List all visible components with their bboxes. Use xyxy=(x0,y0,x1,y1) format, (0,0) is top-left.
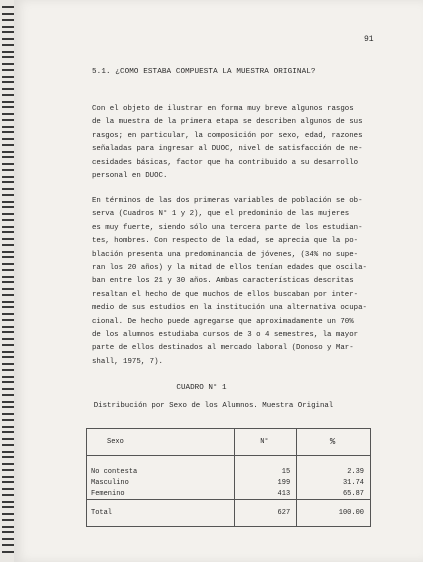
paragraph-1 xyxy=(92,103,384,183)
paragraph-line: ran los 20 años) y la mitad de ellos tenían edades que oscila- xyxy=(92,264,367,273)
row-percent: 65.87 xyxy=(297,488,371,500)
row-count: 199 xyxy=(234,477,296,488)
paragraph-line: de la muestra de la primera etapa se describen algunos de sus xyxy=(92,118,363,127)
paragraph-2 xyxy=(92,195,384,369)
row-percent: 2.39 xyxy=(297,466,371,477)
table-row xyxy=(87,477,371,488)
paragraph-line: medio de sus estudios en la institución una alternativa ocupa- xyxy=(92,304,367,313)
paragraph-line: shall, 1975, 7). xyxy=(92,357,163,366)
row-label: No contesta xyxy=(87,466,235,477)
total-count: 627 xyxy=(234,500,296,527)
page-number: 91 xyxy=(364,35,374,44)
table-spacer xyxy=(87,456,371,467)
paragraph-line: personal en DUOC. xyxy=(92,172,168,181)
row-label: Femenino xyxy=(87,488,235,500)
paragraph-line: tes, hombres. Con respecto de la edad, se aprecia que la po- xyxy=(92,237,359,246)
paragraph-line: Con el objeto de ilustrar en forma muy breve algunos rasgos xyxy=(92,105,354,113)
row-percent: 31.74 xyxy=(297,477,371,488)
row-label: Masculino xyxy=(87,477,235,488)
table-header-row xyxy=(87,429,371,456)
section-heading: 5.1. ¿COMO ESTABA COMPUESTA LA MUESTRA ORIGINAL? xyxy=(92,68,316,76)
header-count: N° xyxy=(234,429,296,456)
header-percent: % xyxy=(297,429,371,456)
table-row xyxy=(87,488,371,500)
paragraph-line: En términos de las dos primeras variables de población se ob- xyxy=(92,197,363,205)
table-subtitle: Distribución por Sexo de los Alumnos. Muestra Original xyxy=(93,402,334,410)
table-title: CUADRO N° 1 xyxy=(176,384,227,392)
paragraph-line: parte de ellos destinados al mercado laboral (Donoso y Mar- xyxy=(92,344,354,353)
paragraph-line: es muy fuerte, siendo sólo una tercera parte de los estudian- xyxy=(92,223,363,232)
paragraph-line: señaladas para ingresar al DUOC, nivel de satisfacción de ne- xyxy=(92,145,363,154)
total-percent: 100.00 xyxy=(297,500,371,527)
paragraph-line: blación presenta una predominancia de jóvenes, (34% no supe- xyxy=(92,250,359,259)
row-count: 15 xyxy=(234,466,296,477)
row-count: 413 xyxy=(234,488,296,500)
paragraph-line: resaltan el hecho de que muchos de ellos buscaban por inter- xyxy=(92,290,359,299)
table-row xyxy=(87,466,371,477)
table-total-row xyxy=(87,500,371,527)
paragraph-line: serva (Cuadros N° 1 y 2), que el predominio de las mujeres xyxy=(92,210,350,219)
paragraph-line: ban entre los 21 y 30 años. Ambas características descritas xyxy=(92,277,354,286)
paragraph-line: rasgos; en particular, la composición por sexo, edad, razones xyxy=(92,131,363,140)
total-label: Total xyxy=(87,500,235,527)
sex-distribution-table xyxy=(86,428,371,527)
header-sexo: Sexo xyxy=(87,429,235,456)
paragraph-line: cional. De hecho puede agregarse que aproximadamente un 70% xyxy=(92,317,354,326)
paragraph-line: de los alumnos estudiaba cursos de 3 o 4 semestres, la mayor xyxy=(92,331,359,340)
paragraph-line: cesidades básicas, factor que ha contribuido a su desarrollo xyxy=(92,158,359,167)
